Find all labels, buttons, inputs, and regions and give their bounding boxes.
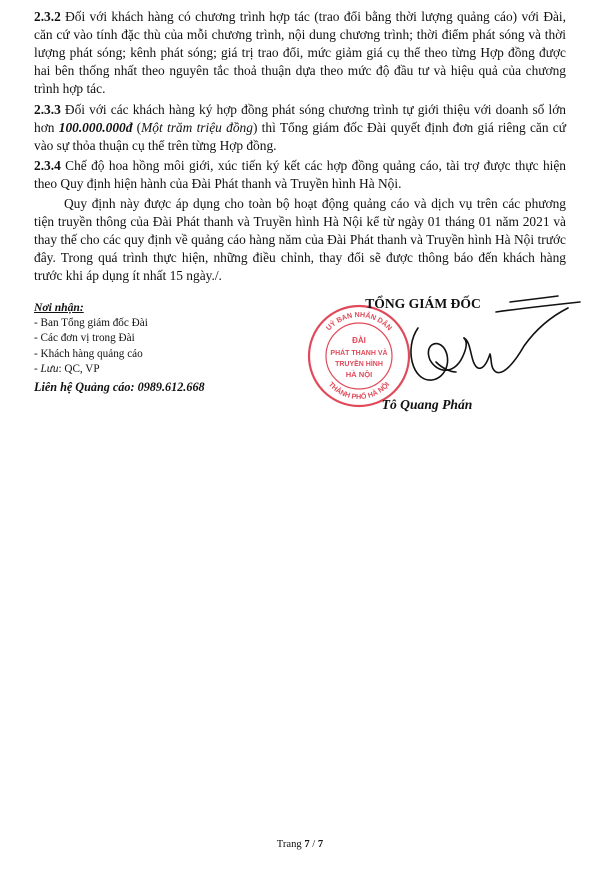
total-pages: 7	[317, 839, 324, 850]
clause-text: Đối với các khách hàng ký hợp đồng phát sóng chương trình tự giới thiệu với doanh số lớn hơn	[34, 102, 566, 135]
recipients-title: Nơi nhận:	[34, 301, 84, 314]
clause-text: Đối với khách hàng có chương trình hợp tác (trao đổi bằng thời lượng quảng cáo) với Đài, căn cứ vào tính đặc thù của mỗi chương trình, nội dung chương trình; thời điểm phát sóng và thời lượng phát sóng; kênh phát sóng; giá trị trao đổi, mức giảm giá cụ thể theo từng Hợp đồng được hai bên thống nhất theo nguyên tắc thoả thuận dựa theo mức độ đầu tư và hiệu quả của chương trình hợp tác.	[34, 9, 566, 96]
clause-number: 2.3.4	[34, 158, 61, 173]
svg-text:THÀNH PHỐ HÀ NỘI: THÀNH PHỐ HÀ NỘI	[326, 379, 392, 402]
svg-text:PHÁT THANH VÀ: PHÁT THANH VÀ	[330, 350, 388, 357]
svg-text:TRUYỀN HÌNH: TRUYỀN HÌNH	[335, 361, 383, 368]
ad-contact: Liên hệ Quảng cáo: 0989.612.668	[34, 379, 205, 394]
clause-2-3-4	[34, 157, 566, 193]
signer-name: Tô Quang Phán	[381, 397, 473, 412]
signer-title: TỔNG GIÁM ĐỐC	[365, 296, 481, 311]
recipient-item: - Các đơn vị trong Đài	[34, 332, 135, 344]
clause-number: 2.3.2	[34, 9, 61, 24]
storage-value: : QC, VP	[58, 363, 100, 375]
amount-figure: 100.000.000đ	[58, 120, 133, 135]
clause-number: 2.3.3	[34, 102, 61, 117]
svg-text:ĐÀI: ĐÀI	[352, 336, 366, 345]
page-number: Trang 7 / 7	[276, 839, 324, 850]
current-page: 7	[304, 839, 310, 850]
recipient-item: - Khách hàng quảng cáo	[34, 347, 143, 360]
storage-label: Lưu	[40, 363, 59, 375]
closing-paragraph: Quy định này được áp dụng cho toàn bộ hoạt động quảng cáo và dịch vụ trên các phương tiện truyền thông của Đài Phát thanh và Truyền hình Hà Nội kể từ ngày 01 tháng 01 năm 2021 và thay thế cho các quy định về quảng cáo hàng năm của Đài Phát thanh và Truyền hình Hà Nội trước đây. Trong quá trình thực hiện, những điều chỉnh, thay đổi sẽ được thông báo đến khách hàng trước khi áp dụng ít nhất 15 ngày./.	[34, 196, 566, 283]
recipient-storage: - Lưu: QC, VP	[34, 363, 100, 375]
clause-2-3-3	[34, 101, 566, 155]
amount-words: Một trăm triệu đồng	[141, 120, 253, 135]
clause-text-end: ) thì Tổng giám đốc Đài quyết định đơn giá riêng căn cứ vào sự thỏa thuận cụ thể trên từng Hợp đồng.	[34, 120, 567, 153]
svg-text:UỶ BAN NHÂN DÂN: UỶ BAN NHÂN DÂN	[323, 309, 395, 333]
svg-text:HÀ NỘI: HÀ NỘI	[345, 370, 373, 379]
paren-open: (	[132, 120, 142, 135]
handwritten-signature	[392, 288, 582, 388]
recipient-item: - Ban Tổng giám đốc Đài	[34, 316, 148, 329]
clause-text: Chế độ hoa hồng môi giới, xúc tiến ký kết các hợp đồng quảng cáo, tài trợ được thực hiện theo Quy định hiện hành của Đài Phát thanh và Truyền hình Hà Nội.	[34, 158, 566, 191]
recipients-block	[34, 300, 284, 395]
clause-2-3-2	[34, 8, 566, 98]
